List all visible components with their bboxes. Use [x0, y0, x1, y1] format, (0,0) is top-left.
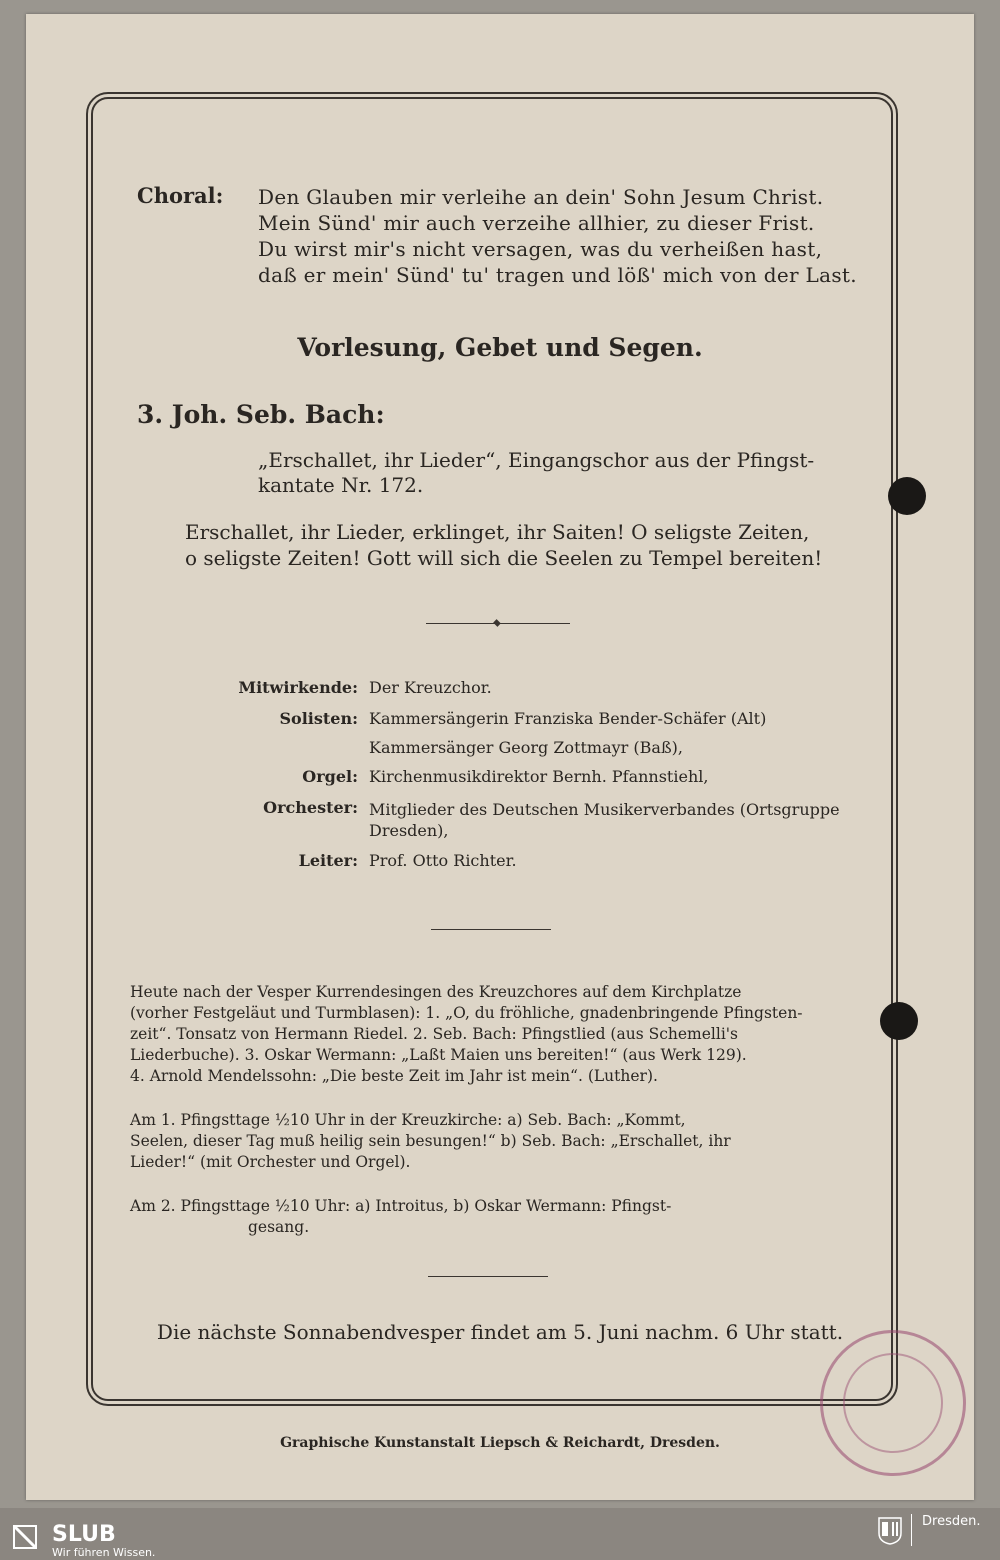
performer-value: Kirchenmusikdirektor Bernh. Pfannstiehl,	[369, 767, 709, 786]
choral-line: Den Glauben mir verleihe an dein' Sohn Jesum Christ.	[258, 185, 824, 209]
performer-value: Mitglieder des Deutschen Musikerverbandes (Ortsgruppe	[369, 800, 840, 819]
notice-line: Seelen, dieser Tag muß heilig sein besungen!“ b) Seb. Bach: „Erschallet, ihr	[130, 1132, 731, 1150]
section-divider	[431, 929, 551, 930]
footer-separator	[911, 1514, 912, 1546]
stamp-inner-ring	[843, 1353, 943, 1453]
performer-value: Kammersänger Georg Zottmayr (Baß),	[369, 738, 683, 757]
notice-line: zeit“. Tonsatz von Hermann Riedel. 2. Seb. Bach: Pfingstlied (aus Schemelli's	[130, 1025, 738, 1043]
closing-announcement: Die nächste Sonnabendvesper findet am 5. Juni nachm. 6 Uhr statt.	[156, 1320, 844, 1344]
notice-second-day	[130, 1196, 852, 1238]
lyric-line: o seligste Zeiten! Gott will sich die Seelen zu Tempel bereiten!	[185, 546, 823, 570]
choral-line: daß er mein' Sünd' tu' tragen und löß' mich von der Last.	[258, 263, 857, 287]
punch-hole	[880, 1002, 918, 1040]
slub-logo-icon	[10, 1522, 40, 1552]
library-stamp	[820, 1330, 966, 1476]
notice-line: gesang.	[248, 1218, 310, 1236]
notice-line: Liederbuche). 3. Oskar Wermann: „Laßt Maien uns bereiten!“ (aus Werk 129).	[130, 1046, 747, 1064]
section-divider	[428, 1276, 548, 1277]
performer-value: Der Kreuzchor.	[369, 678, 492, 697]
performer-value: Prof. Otto Richter.	[369, 851, 517, 870]
ornamental-divider	[426, 622, 570, 626]
choral-label: Choral:	[137, 183, 224, 208]
choral-line: Mein Sünd' mir auch verzeihe allhier, zu dieser Frist.	[258, 211, 815, 235]
performer-label: Mitwirkende:	[238, 678, 358, 697]
notice-line: Heute nach der Vesper Kurrendesingen des Kreuzchores auf dem Kirchplatze	[130, 983, 742, 1001]
notice-line: Am 2. Pfingsttage ½10 Uhr: a) Introitus, b) Oskar Wermann: Pfingst-	[130, 1197, 672, 1215]
performer-value: Kammersängerin Franziska Bender-Schäfer (Alt)	[369, 709, 767, 728]
performer-value: Dresden),	[369, 821, 449, 840]
notice-line: Lieder!“ (mit Orchester und Orgel).	[130, 1153, 411, 1171]
notice-line: Am 1. Pfingsttage ½10 Uhr in der Kreuzkirche: a) Seb. Bach: „Kommt,	[130, 1111, 686, 1129]
library-tagline: Wir führen Wissen.	[52, 1546, 156, 1559]
notice-line: (vorher Festgeläut und Turmblasen): 1. „O, du fröhliche, gnadenbringende Pfingsten-	[130, 1004, 803, 1022]
performer-label: Orgel:	[302, 767, 358, 786]
printer-imprint: Graphische Kunstanstalt Liepsch & Reichardt, Dresden.	[280, 1435, 720, 1451]
dresden-crest-icon	[878, 1517, 902, 1545]
lyric-line: Erschallet, ihr Lieder, erklinget, ihr Saiten! O seligste Zeiten,	[185, 520, 810, 544]
city-logo-text: Dresden.	[922, 1514, 981, 1529]
notice-first-day	[130, 1110, 852, 1173]
performer-label: Solisten:	[279, 709, 358, 728]
performer-label: Leiter:	[298, 851, 358, 870]
bach-title: kantate Nr. 172.	[258, 473, 424, 497]
reading-heading: Vorlesung, Gebet und Segen.	[297, 333, 703, 362]
punch-hole	[888, 477, 926, 515]
footer-bar	[0, 1508, 1000, 1560]
notice-today	[130, 982, 852, 1087]
library-name: SLUB	[52, 1522, 116, 1547]
performer-label: Orchester:	[263, 798, 358, 817]
choral-line: Du wirst mir's nicht versagen, was du verheißen hast,	[258, 237, 823, 261]
bach-heading: 3. Joh. Seb. Bach:	[137, 400, 385, 429]
bach-title: „Erschallet, ihr Lieder“, Eingangschor aus der Pfingst-	[258, 448, 815, 472]
notice-line: 4. Arnold Mendelssohn: „Die beste Zeit im Jahr ist mein“. (Luther).	[130, 1067, 658, 1085]
